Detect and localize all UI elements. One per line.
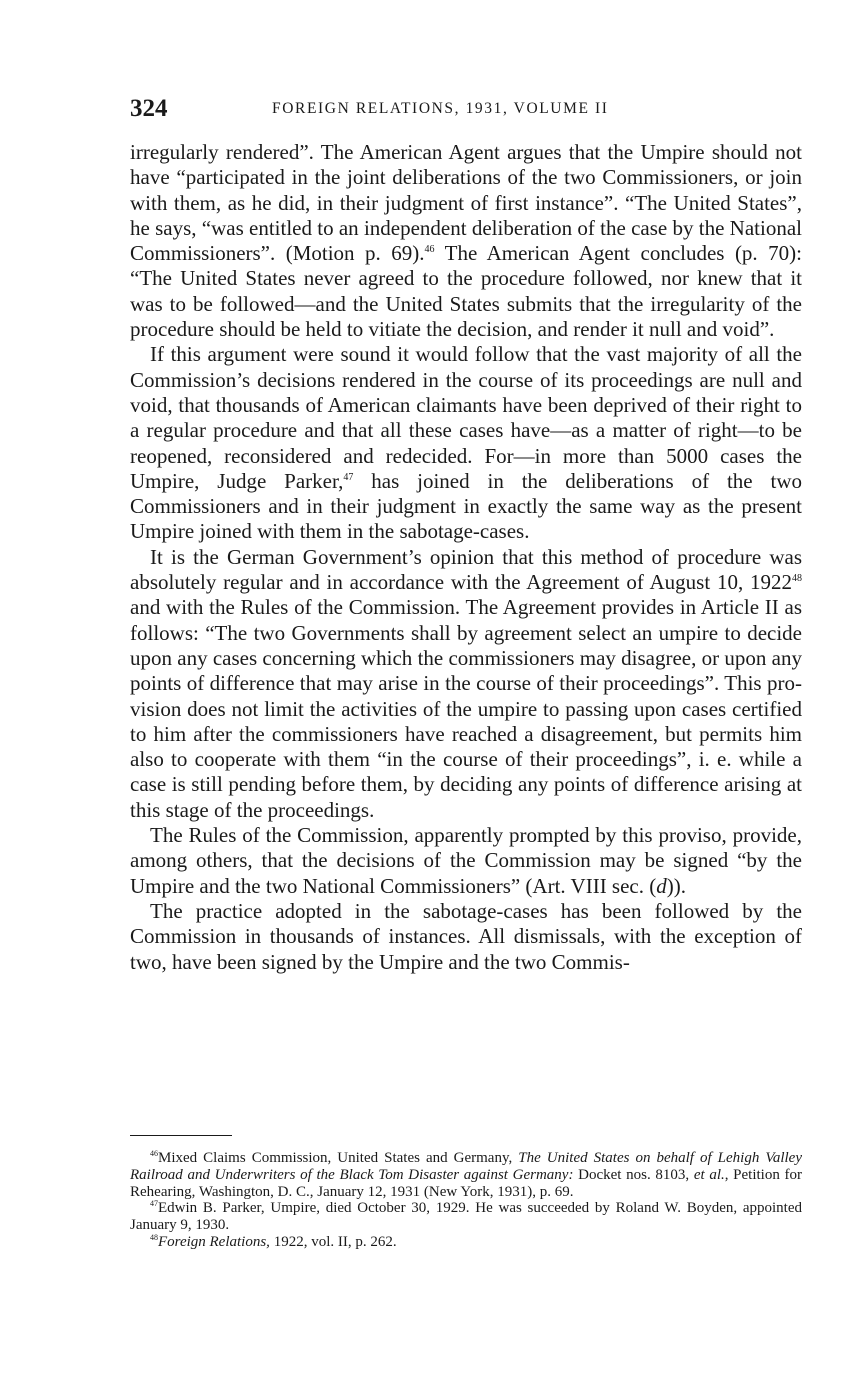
paragraph-5 [130,899,802,975]
footnote-46-text-c: , Petition for Rehearing, Washington, D. C., January 12, 1931 (New York, 1931), p. 69. [130,1166,802,1200]
paragraph-1-text-a: irregularly rendered”. The American Agent argues that the Umpire should not have “participated in the joint deliberations of the two Commissioners, or join with them, as he did, in their judgment of first instance”. “The United States”, he says, “was entitled to an independent deliberation of the case by the National Commissioners”. (Motion p. 69). [130,140,802,266]
paragraph-5-text: The practice adopted in the sabotage-cases has been followed by the Commission in thousands of instances. All dismissals, with the exception of two, have been signed by the Umpire and the two Commis- [130,898,802,974]
footnote-48-mark: 48 [150,1232,158,1242]
paragraph-4-italic-d: d [656,873,667,898]
paragraph-1 [130,140,802,342]
paragraph-4 [130,823,802,899]
footnote-rule [130,1135,232,1136]
footnote-46-text-b: Docket nos. 8103, [573,1166,694,1183]
body-text [130,140,802,975]
footnote-47 [130,1200,802,1234]
page-header [130,94,802,124]
footnote-46-italic-a: The United States on behalf of Lehigh Valley Railroad and Underwriters of the Black Tom Disaster against Germany: [130,1150,802,1183]
footnote-46-mark: 46 [150,1149,158,1158]
footnote-47-mark: 47 [150,1199,158,1209]
footnote-48-text-a: 1922, vol. [269,1233,338,1250]
footnotes [130,1150,802,1251]
paragraph-3-text-a: It is the German Government’s opinion that this method of procedure was absolutely regular and in accordance with the Agreement of August 10, 1922 [130,544,802,595]
footnote-47-text: Edwin B. Parker, Umpire, died October 30, 1929. He was succeeded by Roland W. Boyden, appointed January 9, 1930. [130,1200,802,1234]
paragraph-4-text-b: )). [666,873,686,898]
paragraph-4-text-a: The Rules of the Commission, apparently prompted by this proviso, provide, among others, that the decisions of the Commission may be signed “by the Umpire and the two National Commissioners” (Art. VIII sec. ( [130,823,802,898]
paragraph-3-text-b: and with the Rules of the Commission. The Agreement provides in Article II as follows: “The two Governments shall by agreement select an umpire to decide upon any cases concerning which the commissioners may disagree, or upon any points of difference that may arise in the course of their proceedings”. This provision does not limit the activities of the umpire to passing upon cases certified to him after the commissioners have reached a disagreement, but permits him also to cooperate with them “in the course of their proceedings”, i. e. while a case is still pending before them, by deciding any points of difference arising at this stage of the proceedings. [130,595,802,822]
paragraph-3 [130,545,802,823]
running-head: FOREIGN RELATIONS, 1931, VOLUME II [272,100,609,117]
footnote-48-text-b: , p. 262. [347,1233,397,1250]
footnote-ref-47: 47 [343,471,354,483]
footnote-46 [130,1150,802,1200]
page-number: 324 [130,95,168,122]
paragraph-2-text-a: If this argument were sound it would follow that the vast majority of all the Commission’s decisions rendered in the course of its proceedings are null and void, that thousands of American claimants have been deprived of their right to a regular procedure and that all these cases have—as a matter of right—to be reopened, reconsidered and redecided. For—in more than 5000 cases the Umpire, Judge Parker, [130,342,802,493]
footnote-48 [130,1234,802,1251]
footnote-ref-48: 48 [792,573,802,585]
footnote-46-text-a: Mixed Claims Commission, United States and Germany, [158,1150,519,1166]
footnote-48-italic: Foreign Relations, [158,1233,270,1250]
paragraph-2-text-b: has joined in the deliberations of the two Commissioners and in their judgment in exactly the same way as the present Umpire joined with them in the sabotage-cases. [130,468,802,544]
paragraph-1-text-b: The American Agent concludes (p. 70): “The United States never agreed to the procedure followed, nor knew that it was to be followed—and the United States submits that the irregularity of the procedure should be held to vitiate the decision, and render it null and void”. [130,241,802,342]
footnote-48-volume: II [337,1233,348,1250]
footnote-46-italic-b: et al. [693,1166,725,1183]
paragraph-2 [130,342,802,544]
footnote-ref-46: 46 [424,244,435,256]
